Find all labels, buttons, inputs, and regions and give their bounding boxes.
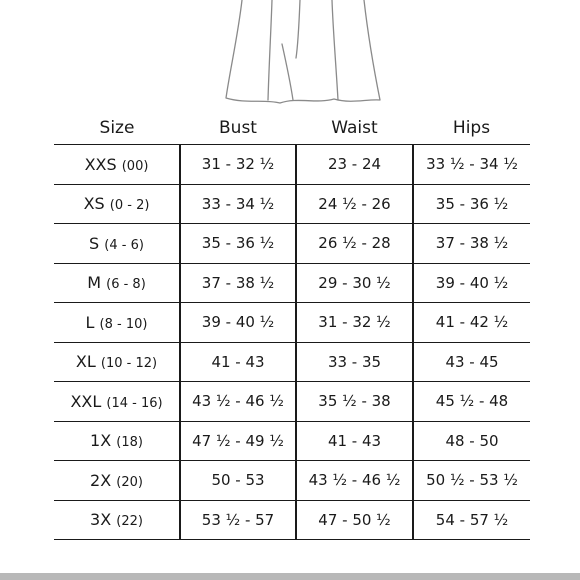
size-cell: [54, 461, 180, 501]
bust-cell: 39 - 40 ½: [180, 303, 296, 343]
hips-cell: 39 - 40 ½: [413, 263, 530, 303]
size-letter: 3X: [90, 510, 112, 530]
waist-cell: 47 - 50 ½: [296, 500, 413, 540]
bust-cell: 33 - 34 ½: [180, 184, 296, 224]
size-cell: [54, 500, 180, 540]
bust-cell: 31 - 32 ½: [180, 145, 296, 185]
size-cell: [54, 342, 180, 382]
size-numeric: (4 - 6): [104, 237, 144, 253]
size-numeric: (20): [116, 474, 143, 490]
header-bust: Bust: [219, 118, 257, 138]
header-size: Size: [99, 118, 135, 138]
size-letter: XS: [83, 194, 105, 214]
size-cell: [54, 263, 180, 303]
size-numeric: (18): [116, 435, 143, 451]
size-numeric: (14 - 16): [106, 395, 163, 411]
size-numeric: (0 - 2): [109, 198, 150, 214]
waist-cell: 23 - 24: [296, 145, 413, 185]
table-row: [54, 263, 530, 303]
waist-cell: 41 - 43: [296, 421, 413, 461]
waist-cell: 31 - 32 ½: [296, 303, 413, 343]
bust-cell: 53 ½ - 57: [180, 500, 296, 540]
size-cell: [54, 421, 180, 461]
bust-cell: 35 - 36 ½: [180, 224, 296, 264]
size-numeric: (22): [116, 514, 143, 530]
size-cell: [54, 184, 180, 224]
hips-cell: 43 - 45: [413, 342, 530, 382]
waist-cell: 35 ½ - 38: [296, 382, 413, 422]
table-row: [54, 184, 530, 224]
size-letter: S: [89, 233, 100, 253]
header-hips: Hips: [452, 118, 491, 138]
waist-cell: 24 ½ - 26: [296, 184, 413, 224]
size-letter: L: [85, 312, 95, 332]
bust-cell: 43 ½ - 46 ½: [180, 382, 296, 422]
table-row: [54, 382, 530, 422]
footer-bar: [0, 573, 580, 580]
bust-cell: 41 - 43: [180, 342, 296, 382]
size-cell: [54, 303, 180, 343]
waist-cell: 29 - 30 ½: [296, 263, 413, 303]
size-cell: [54, 145, 180, 185]
size-numeric: (8 - 10): [99, 316, 148, 332]
hips-cell: 37 - 38 ½: [413, 224, 530, 264]
size-letter: 2X: [90, 470, 112, 490]
size-numeric: (00): [121, 158, 149, 174]
size-numeric: (10 - 12): [100, 356, 158, 372]
header-row: [54, 112, 530, 145]
size-letter: XXL: [70, 391, 102, 411]
waist-cell: 26 ½ - 28: [296, 224, 413, 264]
waist-cell: 43 ½ - 46 ½: [296, 461, 413, 501]
size-cell: [54, 224, 180, 264]
waist-cell: 33 - 35: [296, 342, 413, 382]
hips-cell: 54 - 57 ½: [413, 500, 530, 540]
table-row: [54, 421, 530, 461]
size-letter: 1X: [90, 431, 112, 451]
size-chart-table: [54, 112, 530, 540]
table-row: [54, 224, 530, 264]
bust-cell: 37 - 38 ½: [180, 263, 296, 303]
size-letter: XL: [75, 352, 96, 372]
bust-cell: 47 ½ - 49 ½: [180, 421, 296, 461]
table-row: [54, 342, 530, 382]
hips-cell: 41 - 42 ½: [413, 303, 530, 343]
dress-illustration: [220, 0, 390, 108]
hips-cell: 45 ½ - 48: [413, 382, 530, 422]
hips-cell: 33 ½ - 34 ½: [413, 145, 530, 185]
size-letter: M: [87, 273, 102, 293]
hips-cell: 50 ½ - 53 ½: [413, 461, 530, 501]
hips-cell: 35 - 36 ½: [413, 184, 530, 224]
size-cell: [54, 382, 180, 422]
table-row: [54, 500, 530, 540]
size-numeric: (6 - 8): [106, 277, 146, 293]
size-letter: XXS: [84, 154, 117, 174]
table-row: [54, 145, 530, 185]
table-row: [54, 461, 530, 501]
table-row: [54, 303, 530, 343]
hips-cell: 48 - 50: [413, 421, 530, 461]
bust-cell: 50 - 53: [180, 461, 296, 501]
header-waist: Waist: [331, 118, 378, 138]
